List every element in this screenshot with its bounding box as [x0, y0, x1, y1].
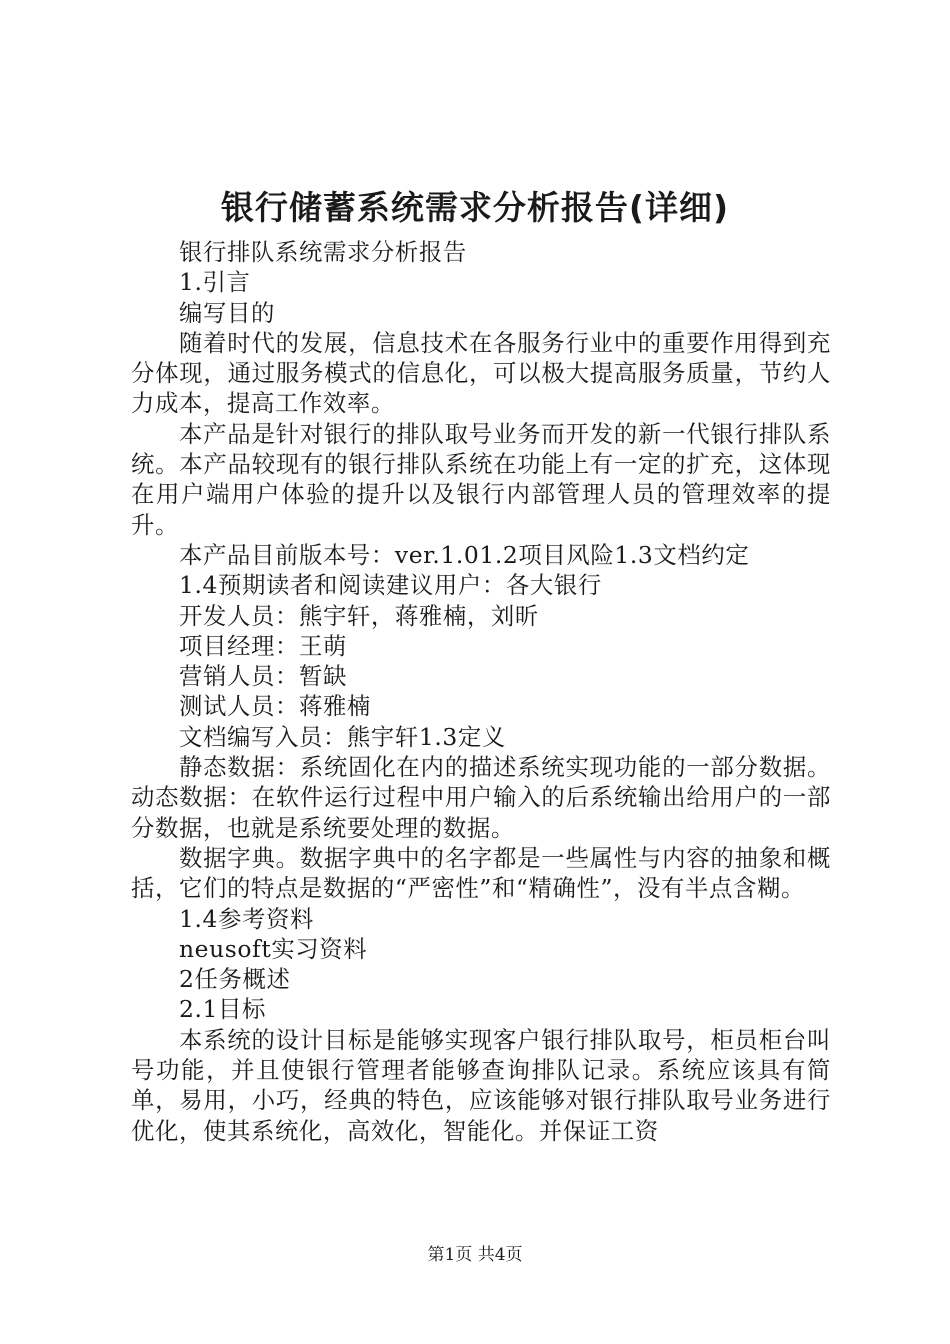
- paragraph-doc-writer: 文档编写入员：熊宇轩1.3定义: [179, 722, 506, 751]
- paragraph-static-data: 静态数据：系统固化在内的描述系统实现功能的一部分数据。动态数据：在软件运行过程中用户输入的后系统输出给用户的一部分数据，也就是系统要处理的数据。: [131, 753, 831, 842]
- subsection-heading-references: 1.4参考资料: [179, 904, 314, 933]
- paragraph-reference-item: neusoft实习资料: [179, 934, 368, 963]
- section-heading-task-overview: 2任务概述: [179, 965, 291, 994]
- paragraph-background: 随着时代的发展，信息技术在各服务行业中的重要作用得到充分体现，通过服务模式的信息化，可以极大提高服务质量，节约人力成本，提高工作效率。: [131, 328, 831, 418]
- paragraph-project-manager: 项目经理：王萌: [179, 631, 347, 660]
- paragraph-version: 本产品目前版本号：ver.1.01.2项目风险1.3文档约定: [179, 540, 750, 569]
- document-title: 银行储蓄系统需求分析报告(详细): [220, 188, 730, 227]
- paragraph-developers: 开发人员：熊宇轩，蒋雅楠，刘昕: [179, 601, 539, 630]
- document-body: [131, 237, 831, 1146]
- paragraph-marketing: 营销人员：暂缺: [179, 662, 347, 691]
- subsection-heading-goal: 2.1目标: [179, 995, 266, 1024]
- paragraph-testers: 测试人员：蒋雅楠: [179, 692, 371, 721]
- paragraph-data-dictionary: 数据字典。数据字典中的名字都是一些属性与内容的抽象和概括，它们的特点是数据的“严密性”和“精确性”，没有半点含糊。: [131, 843, 831, 903]
- section-heading-introduction: 1.引言: [179, 268, 251, 297]
- paragraph-goal: 本系统的设计目标是能够实现客户银行排队取号，柜员柜台叫号功能，并且使银行管理者能够查询排队记录。系统应该具有简单，易用，小巧，经典的特色，应该能够对银行排队取号业务进行优化，使其系统化，高效化，智能化。并保证工资: [131, 1025, 831, 1145]
- paragraph-readers: 1.4预期读者和阅读建议用户：各大银行: [179, 571, 602, 600]
- paragraph-product-intro: 本产品是针对银行的排队取号业务而开发的新一代银行排队系统。本产品较现有的银行排队系统在功能上有一定的扩充，这体现在用户端用户体验的提升以及银行内部管理人员的管理效率的提升。: [131, 419, 831, 539]
- page-footer: 第1页 共4页: [427, 1245, 523, 1265]
- subsection-heading-purpose: 编写目的: [179, 298, 275, 327]
- report-subtitle: 银行排队系统需求分析报告: [179, 238, 467, 266]
